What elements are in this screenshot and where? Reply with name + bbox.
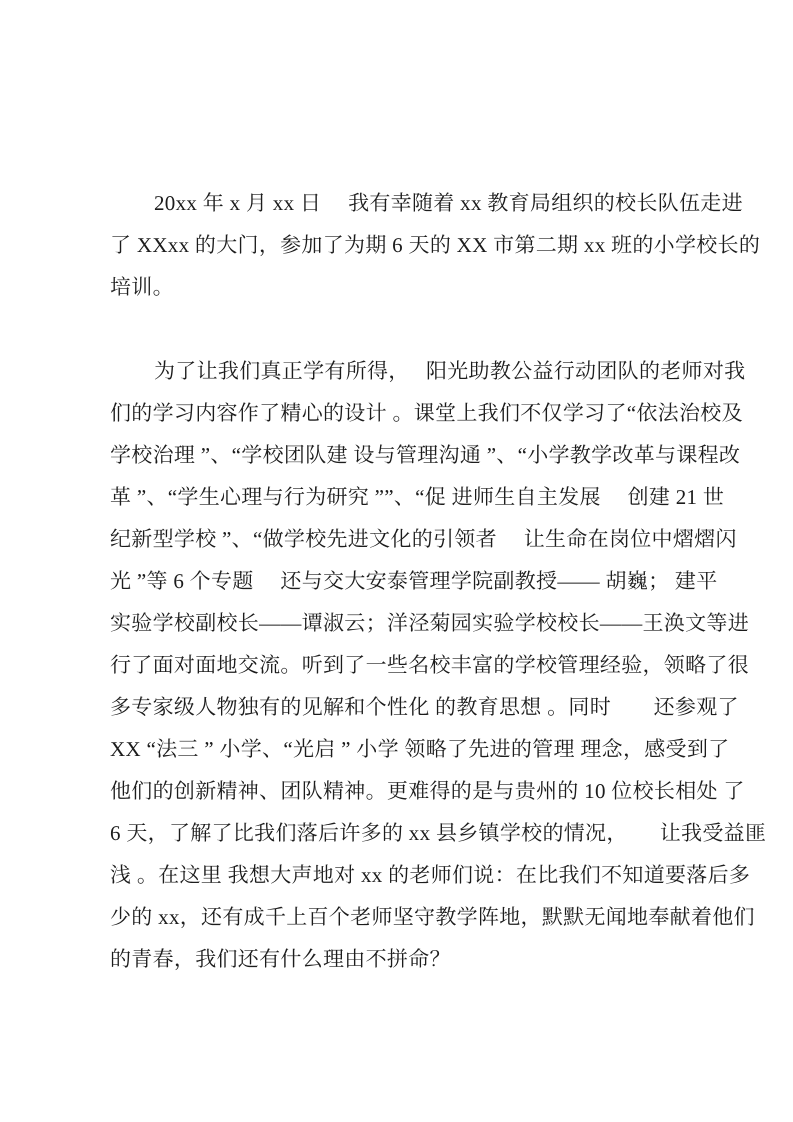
paragraph-main: [110, 350, 767, 980]
text-line: 培训。: [110, 275, 174, 299]
text-line: XX “法三 ” 小学、“光启 ” 小学 领略了先进的管理 理念，感受到了: [110, 737, 730, 761]
text-line: 学校治理 ”、“学校团队建 设与管理沟通 ”、“小学教学改革与课程改: [110, 443, 741, 467]
text-line: 光 ”等 6 个专题 还与交大安泰管理学院副教授—— 胡巍； 建平: [110, 569, 718, 593]
text-line: 纪新型学校 ”、“做学校先进文化的引领者 让生命在岗位中熠熠闪: [110, 527, 737, 551]
text-line: 的青春，我们还有什么理由不拼命？: [110, 947, 451, 971]
text-line: 为了让我们真正学有所得， 阳光助教公益行动团队的老师对我: [154, 359, 746, 383]
text-line: 6 天，了解了比我们落后许多的 xx 县乡镇学校的情况， 让我受益匪: [110, 821, 767, 845]
text-line: 实验学校副校长——谭淑云；洋泾菊园实验学校校长——王涣文等进: [110, 611, 749, 635]
paragraph-intro: [110, 182, 761, 308]
text-line: 20xx 年 x 月 xx 日 我有幸随着 xx 教育局组织的校长队伍走进: [154, 191, 743, 215]
text-line: 少的 xx，还有成千上百个老师坚守教学阵地，默默无闻地奉献着他们: [110, 905, 755, 929]
text-line: 革 ”、“学生心理与行为研究 ””、“促 进师生自主发展 创建 21 世: [110, 485, 725, 509]
document-body: [110, 182, 767, 980]
text-line: 行了面对面地交流。听到了一些名校丰富的学校管理经验，领略了很: [110, 653, 749, 677]
text-line: 浅 。在这里 我想大声地对 xx 的老师们说：在比我们不知道要落后多: [110, 863, 751, 887]
text-line: 多专家级人物独有的见解和个性化 的教育思想 。同时 还参观了: [110, 695, 739, 719]
text-line: 他们的创新精神、团队精神。更难得的是与贵州的 10 位校长相处 了: [110, 779, 745, 803]
text-line: 了 XXxx 的大门，参加了为期 6 天的 XX 市第二期 xx 班的小学校长的: [110, 233, 761, 257]
text-line: 们的学习内容作了精心的设计 。课堂上我们不仅学习了“依法治校及: [110, 401, 743, 425]
